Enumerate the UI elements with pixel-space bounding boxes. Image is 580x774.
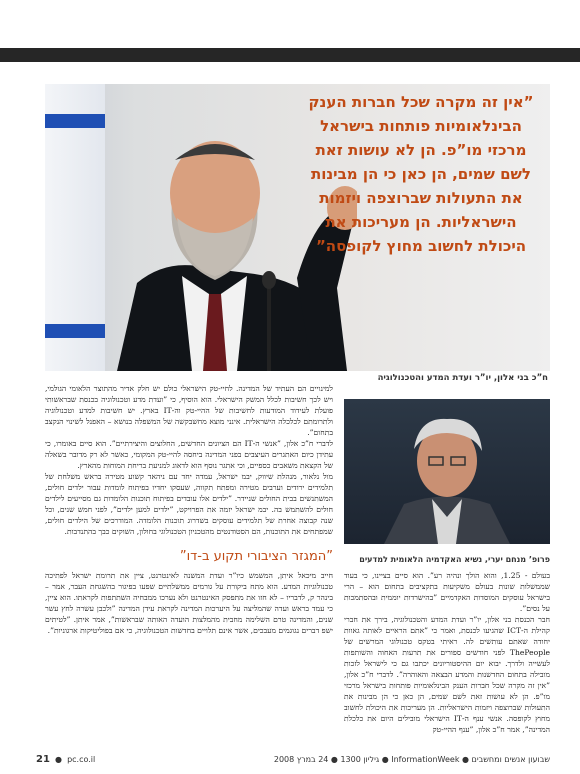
page-footer: 21 ● pc.co.il שבועון אנשים ומחשבים ● InformationWeek ● גיליון 1300 ● 24 במרץ 2008 xyxy=(36,754,550,765)
section-subheading: ”המגזר הציבורי תקוע ב-דו” xyxy=(179,549,333,564)
top-color-bar xyxy=(0,48,580,62)
paragraph: חבר הכנסת בני אלון, יו”ר ועדת המדע והטכנולוגיה, בירך את חברי קהילת ה-ICT שהגיעו לכנסת, ואמר כי ”אתם הראיים לאותה גאוות יחודה שאתם עותשים לה. ראיתי בטקס טכנולוגי המרשים של ThePeople לפני חודשים ספורים את תרעות האחוה והשותפות לעשייה ולדרך. יבוא יום ההיסטוריונים יכתבו גם כי לישראל לזכות מובילה בתחום החדשנות והמדע הבצאה והאוהרה”. לדברי ח”כ אלון, ”אין זה מקרה שכל חברות הענק הבינלאומיות פותחות בישראל מרכזי מו”פ. הן לא עושות זאת לשם שמים, הן כאן כי הן מבינות את התעולות שברוצפה ויזמות הישראליות. הן מעריכות את היכולת לחשוב מחוץ לקופסה. אנשי ענף ה-IT הישראלי מובילים היום את כלכלת המדינה”, אמר ח”כ אלון, ”ענף ההיי-טק xyxy=(344,615,551,734)
article-column-right xyxy=(344,570,550,735)
hero-photo-caption: ח”כ בני אלון, יו”ר ועדת המדע והטכנולוגיה xyxy=(377,373,548,383)
hero-photo xyxy=(45,84,550,371)
article-column-left xyxy=(45,383,333,537)
pull-quote: ”אין זה מקרה שכל חברות הענק הבינלאומיות פותחות בישראל מרכזי מו”פ. הן לא עושות זאת לשם שמים, הן כאן כי הן מבינות את התעולות שברוצפה ויזמות הישראליות. הן מעריכות את היכולת לחשוב מחוץ לקופסה” xyxy=(308,93,534,255)
professor-portrait-photo xyxy=(344,399,550,544)
issue-info: שבועון אנשים ומחשבים ● InformationWeek ● גיליון 1300 ● 24 במרץ 2008 xyxy=(273,755,550,764)
paragraph: חייב מיכאל איתן, המשמש כיו”ר ועדת המשנה לאינטרנט, ציין את תרומת ישראל לפתיכה טכנולוגיות המדע. הוא מתח ביקורת על גורמים ממשלתיים שפעו בפיגור בהשגחת העבר, אמר – בינהר ק, לדבריו – לא חזו את מתפסק האינטרנט ולא נערכו ממבחיה השתתפות לקראתו. הוא ציין, כי עמד בראש ועדה שהמליצה על היערכות המדינה לקראת עידן המדינה ”ולכבן עשרה לחץ עשר שנים, והמדינה טרם השלימה מחבית מהמלצות הועדה האותה שבראשות”, אמר איתן. ”לטיתים ישפ דברים נגוגמים מעבכים, אשר אינם תלויים בחדשות הטכנולוגיה, כי אם בפוליטיקות ארגוניות”. xyxy=(45,571,333,635)
page-number: 21 xyxy=(36,754,50,765)
article-column-bottom xyxy=(45,570,333,636)
israeli-flag-image xyxy=(45,84,105,371)
paragraph: לדברי ח”כ אלון, ”אנשי ה-IT הם הציונים החדשים, החלוצים והיצירתיים”. הוא סיים באומרו, כי עתידן כיום האתגרים העיצבים בפני המדינה ביחסה להיי-טק המקומי, כאשר לא רק מדובר בשאלה של הקצאת משאבים כספיים, וכי אתגר נוסף הוא לדאוג למניעת בריחת המוחות מהארץ. xyxy=(45,439,333,470)
professor-portrait-image xyxy=(344,399,550,544)
portrait-caption: פרופ’ מנחם יערי, נשיא האקדמיה הלאומית למדעים xyxy=(359,555,550,564)
paragraph: מול נלאור, מנהלת שיווק, יבמ ישראל, עמדה יחד עם ניהאד קשוע מטירה בראש משלחת של תלמידים ירודים וערבים מטירה ומפתח תקווה, שעסקו יחדיו בפיתוח לומדות עבור ילדים חולים, המשתנשים בבית החולים שניידר. ”ילדים אלו עובדים בפיתוח תוכנות הלומדות גם מסייעים לילדים חולים להשתמש בה. יבמ ישראל יזמה את הפרויקט, ”ילדים למען ילדים”, לפני חמש שנים, וכל שנה קבוצה אחרת של תלמידים עוסקים בשדרוג תוכנות הלומדה. המודרכים של הילדים חולים, שמפתחים את התוכנות, הם הסטודנטים מהטכניון הטכנולוגי בחולון, השוקים כבך בהתנדבות. xyxy=(45,472,333,536)
paragraph: למינויים הם העתיד של המדינה. לחיי-טק הישראלי כולם יש חלק אדיר מהתוצר הלאומי הגולמי, ויש לכך חשיבות לכלל המשק הישראלי. הוא הוסיף, כי ”ועדת מדע וטכנולוגיה בכנסת שבראשותי פועלת לעידוד המודעות לחשיבות של ההיי-טק וה-IT בארץ. יש חשיבות למדע וטכנולוגיה ולתרומתם לכלכלה הישראלית. אינני מוצא מחשבקשה של המשפלה בנושא – האפנל לשינוי הנקצב בתחום”. xyxy=(45,384,333,437)
site-url: pc.co.il xyxy=(67,755,96,764)
paragraph: בעולם - 1.25, והוא הולך ונהיה רע”. הוא סיים בציינו, כי בעוד שממשלות שונות בעולם משקיעות בתקציבים בתחום הוא – הרי בישראל עוסקים המוסדות האקדמיים ”בהישרדות יוממית ובהסתמכות על נסים”. xyxy=(344,571,550,613)
